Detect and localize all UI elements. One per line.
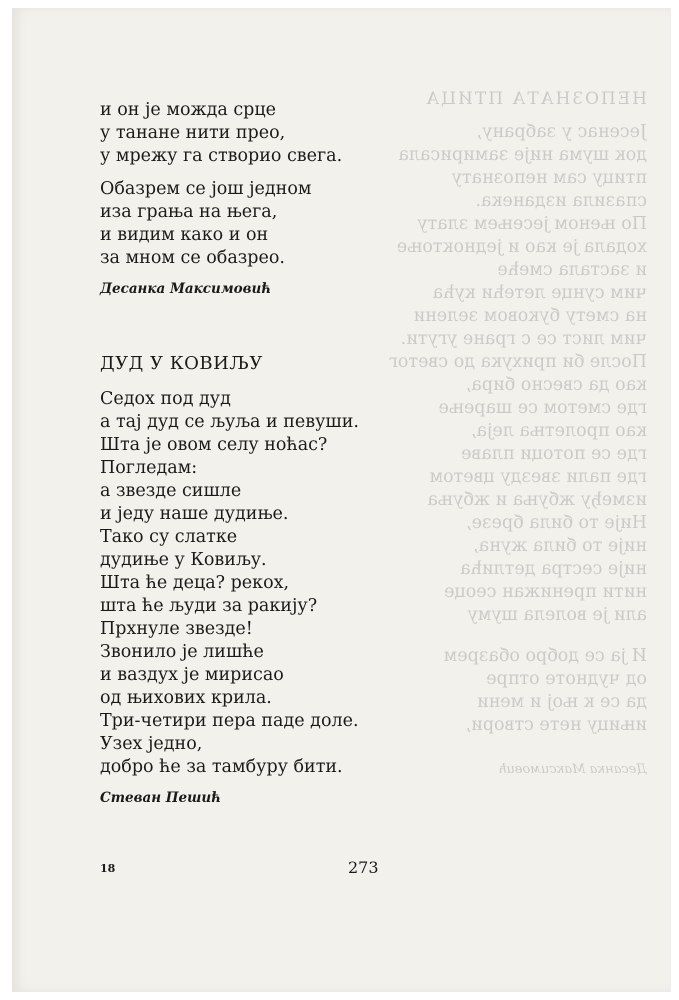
verse-line: у мрежу га створио свега.: [100, 146, 343, 166]
verse-line: Три-четири пера паде доле.: [100, 711, 359, 731]
poem-1: [100, 99, 359, 298]
verse-line: Прхнуле звезде!: [100, 619, 253, 639]
verse-line: за мном се обазрео.: [100, 248, 285, 268]
verse-line: у танане нити прео,: [100, 123, 286, 143]
poem-2-title: ДУД У КОВИЉУ: [100, 353, 263, 374]
bleed-line: на смету буковом зелени: [413, 305, 647, 326]
bleed-line: чим лист се с гране угути.: [400, 328, 647, 349]
bleed-line: Јесенас у забрану,: [476, 121, 647, 142]
verse-line: добро ће за тамбуру бити.: [100, 757, 343, 777]
bleed-line: спазила изданека.: [475, 190, 647, 211]
bleed-line: као да свесно бира,: [465, 374, 647, 395]
verse-line: и ваздух је мирисао: [100, 665, 284, 685]
verse-line: а звезде сишле: [100, 481, 242, 501]
bleed-line: није то била жуна,: [473, 535, 647, 556]
bleed-line: где пали звезду цветом: [429, 466, 647, 487]
bleed-line: и застала смеће: [497, 259, 647, 280]
bleed-line: није сестра детлића: [460, 558, 647, 579]
verse-line: Седох под дуд: [100, 389, 231, 409]
verse-line: од њихових крила.: [100, 688, 272, 708]
bleed-line: нити пренижан сеоце: [444, 581, 647, 602]
bleed-line: где сметом се шарење: [438, 397, 647, 418]
verse-line: Тако су слатке: [100, 527, 238, 547]
verse-line: дудиње у Ковиљу.: [100, 550, 267, 570]
bleed-line: После би прихука до светог: [388, 351, 647, 372]
poem-1-stanza-1: [100, 99, 359, 168]
page-content: [100, 99, 359, 807]
bleed-line: између жбуња и жбуња: [427, 489, 647, 510]
book-page: [12, 8, 671, 992]
bleed-line: ињицу нете створи,: [465, 714, 647, 735]
bleed-line: као пролетња леја,: [471, 420, 647, 441]
verse-line: Обазрем се још једном: [100, 179, 312, 199]
verse-line: Шта ће деца? рекох,: [100, 573, 290, 593]
bleed-line: да се к њој и мени: [476, 691, 647, 712]
bleed-through-title: НЕПОЗНАТА ПТИЦА: [424, 89, 647, 109]
bleed-through-lines: [357, 121, 647, 627]
verse-line: и он је можда срце: [100, 100, 276, 120]
verse-line: иза грања на њега,: [100, 202, 278, 222]
page-number: 273: [348, 858, 379, 877]
poem-1-author: Десанка Максимовић: [100, 281, 272, 297]
verse-line: и видим како и он: [100, 225, 269, 245]
bleed-line: али је волела шуму: [467, 604, 647, 625]
bleed-line: од чудноте отпре: [486, 668, 647, 689]
bleed-line: док шума није замирисала: [398, 144, 647, 165]
verse-line: Звонило је лишће: [100, 642, 264, 662]
bleed-line: чим сунце летећи кућа: [432, 282, 647, 303]
verse-line: шта ће људи за ракију?: [100, 596, 318, 616]
verse-line: Шта је овом селу ноћас?: [100, 435, 328, 455]
bleed-through-lines-2: [357, 645, 647, 737]
poem-2: [100, 352, 359, 807]
bleed-line: где се потоци плаве: [461, 443, 647, 464]
verse-line: и једу наше дудиње.: [100, 504, 289, 524]
signature-mark: 18: [100, 862, 116, 875]
bleed-line: По њеном јесењем злату: [417, 213, 647, 234]
poem-2-stanza: [100, 388, 359, 779]
poem-1-stanza-2: [100, 178, 359, 270]
bleed-line: Није то била брезе,: [466, 512, 647, 533]
bleed-through-author: Десанка Максимовић: [498, 761, 647, 777]
bleed-line: И ја се добро обазрем: [443, 645, 647, 666]
verse-line: а тај дуд се љуља и певуши.: [100, 412, 359, 432]
verse-line: Погледам:: [100, 458, 198, 478]
verse-line: Узех једно,: [100, 734, 203, 754]
poem-2-author: Стеван Пешић: [100, 790, 222, 806]
bleed-through-text: [357, 88, 647, 781]
bleed-line: птицу сам непознату: [451, 167, 647, 188]
bleed-line: ходала је као и једноктоње: [396, 236, 647, 257]
